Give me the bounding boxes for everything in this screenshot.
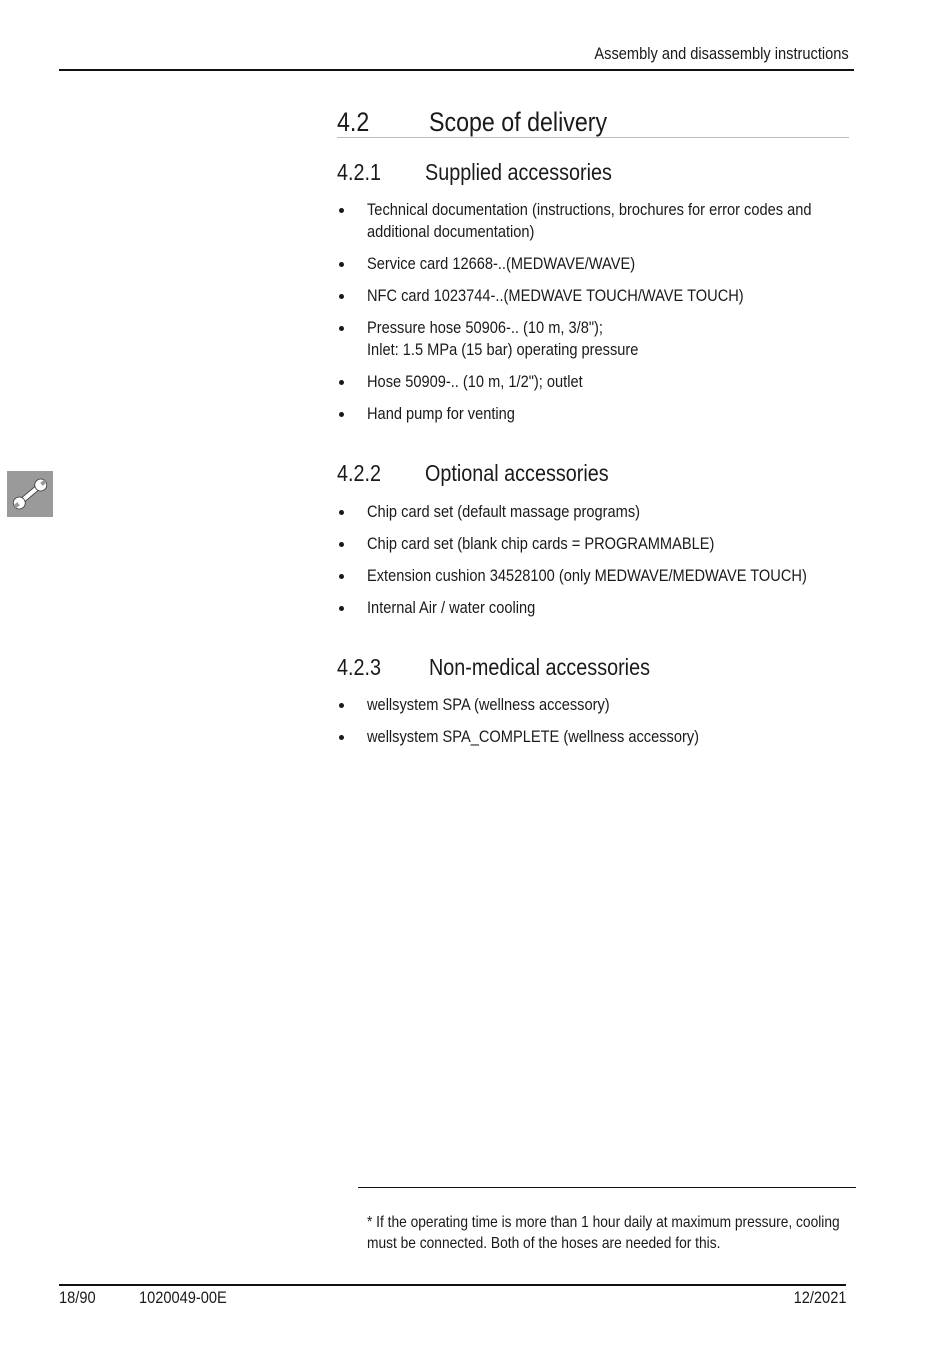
subsection-number: 4.2.3 [337, 654, 381, 680]
bullet-icon [339, 735, 344, 740]
list-item: NFC card 1023744-..(MEDWAVE TOUCH/WAVE TOUCH) [337, 285, 857, 307]
wrench-icon [7, 471, 53, 517]
list-item: wellsystem SPA_COMPLETE (wellness accessory) [337, 726, 857, 748]
page-number: 18/90 [59, 1288, 96, 1307]
list-item: Pressure hose 50906-.. (10 m, 3/8"); Inlet: 1.5 MPa (15 bar) operating pressure [337, 317, 857, 361]
list-item: Hose 50909-.. (10 m, 1/2"); outlet [337, 371, 857, 393]
bullet-icon [339, 262, 344, 267]
bullet-icon [339, 574, 344, 579]
footnote-rule [358, 1187, 856, 1188]
optional-accessories-list [337, 501, 857, 629]
list-item: Chip card set (default massage programs) [337, 501, 857, 523]
footer-rule [59, 1284, 846, 1286]
list-item: Internal Air / water cooling [337, 597, 857, 619]
bullet-icon [339, 326, 344, 331]
list-item: Extension cushion 34528100 (only MEDWAVE/MEDWAVE TOUCH) [337, 565, 857, 587]
bullet-icon [339, 703, 344, 708]
list-item: Hand pump for venting [337, 403, 857, 425]
bullet-icon [339, 606, 344, 611]
subsection-title: Optional accessories [425, 460, 609, 486]
subsection-number: 4.2.1 [337, 159, 381, 185]
list-item: Service card 12668-..(MEDWAVE/WAVE) [337, 253, 857, 275]
bullet-icon [339, 294, 344, 299]
header-rule [59, 69, 854, 71]
subsection-title: Supplied accessories [425, 159, 612, 185]
section-number: 4.2 [337, 107, 370, 137]
list-item: Technical documentation (instructions, brochures for error codes and additional documentation) [337, 199, 857, 243]
subsection-number: 4.2.2 [337, 460, 381, 486]
bullet-icon [339, 208, 344, 213]
section-rule [337, 137, 849, 138]
bullet-icon [339, 412, 344, 417]
section-title: Scope of delivery [429, 107, 608, 137]
supplied-accessories-list [337, 199, 857, 435]
bullet-icon [339, 510, 344, 515]
non-medical-accessories-list [337, 694, 857, 758]
chapter-tab [7, 471, 53, 517]
footnote: * If the operating time is more than 1 hour daily at maximum pressure, cooling must be connected. Both of the hoses are needed for this. [367, 1214, 840, 1252]
bullet-icon [339, 380, 344, 385]
list-item: Chip card set (blank chip cards = PROGRAMMABLE) [337, 533, 857, 555]
list-item: wellsystem SPA (wellness accessory) [337, 694, 857, 716]
document-number: 1020049-00E [139, 1288, 227, 1307]
bullet-icon [339, 542, 344, 547]
header-title: Assembly and disassembly instructions [594, 44, 849, 63]
document-date: 12/2021 [793, 1288, 846, 1307]
subsection-title: Non-medical accessories [429, 654, 650, 680]
